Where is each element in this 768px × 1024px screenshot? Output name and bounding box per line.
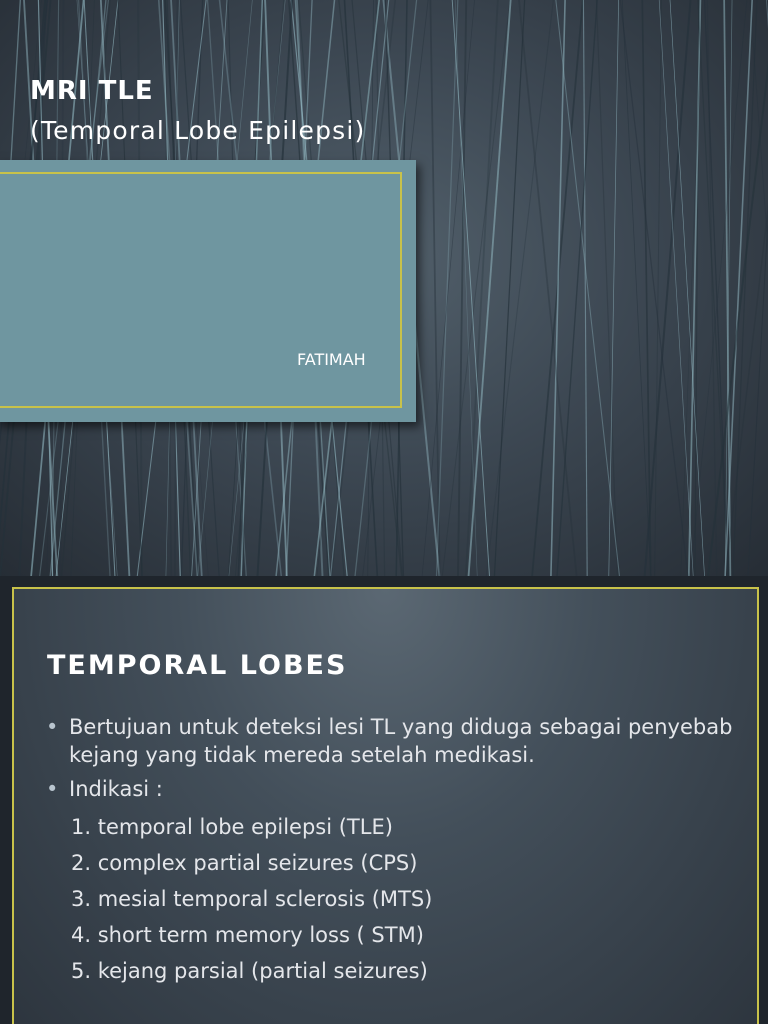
indication-item: 1. temporal lobe epilepsi (TLE) bbox=[71, 815, 393, 839]
background-line bbox=[609, 0, 619, 576]
background-line bbox=[458, 0, 466, 576]
title-box-border bbox=[0, 172, 402, 408]
indication-item: 5. kejang parsial (partial seizures) bbox=[71, 959, 428, 983]
background-line bbox=[519, 0, 578, 576]
slide-title: MRI TLE bbox=[30, 76, 154, 106]
background-line bbox=[733, 0, 758, 576]
indication-list bbox=[71, 809, 736, 989]
bullet-item bbox=[46, 713, 736, 769]
background-line bbox=[698, 0, 729, 576]
background-line bbox=[436, 0, 458, 576]
background-line bbox=[620, 0, 689, 576]
background-line bbox=[659, 0, 694, 576]
indication-item: 4. short term memory loss ( STM) bbox=[71, 923, 424, 947]
title-box bbox=[0, 160, 416, 422]
background-line bbox=[468, 0, 511, 576]
indication-item: 2. complex partial seizures (CPS) bbox=[71, 851, 418, 875]
background-line bbox=[670, 0, 705, 576]
slide-content bbox=[46, 713, 736, 989]
background-line bbox=[655, 0, 662, 576]
bullet-text: Indikasi : bbox=[69, 777, 163, 801]
author-name: FATIMAH bbox=[297, 350, 366, 369]
bullet-dot-icon: • bbox=[46, 715, 59, 739]
background-line bbox=[422, 0, 475, 576]
bullet-item bbox=[46, 775, 736, 803]
bullet-dot-icon: • bbox=[46, 777, 59, 801]
background-line bbox=[748, 0, 768, 576]
background-line bbox=[442, 0, 511, 576]
background-line bbox=[583, 0, 587, 576]
slide-subtitle: (Temporal Lobe Epilepsi) bbox=[30, 116, 366, 145]
background-line bbox=[596, 0, 617, 576]
indication-item: 3. mesial temporal sclerosis (MTS) bbox=[71, 887, 433, 911]
section-heading: TEMPORAL LOBES bbox=[47, 650, 348, 681]
bullet-text: Bertujuan untuk deteksi lesi TL yang diduga sebagai penyebab kejang yang tidak mereda setelah medikasi. bbox=[69, 715, 733, 767]
